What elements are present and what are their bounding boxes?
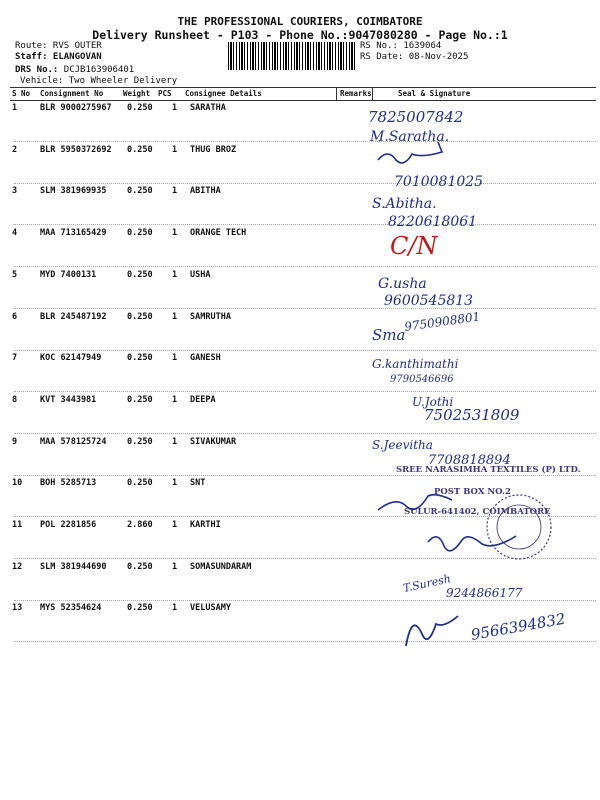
cell-consignment: KOC 62147949	[40, 353, 102, 364]
company-title: THE PROFESSIONAL COURIERS, COIMBATORE	[177, 15, 423, 28]
cell-consignee: SAMRUTHA	[190, 311, 231, 322]
r11-signature	[428, 536, 516, 551]
r1-name: M.Saratha.	[370, 129, 450, 145]
cell-sno: 9	[12, 436, 18, 447]
cell-sno: 7	[12, 353, 18, 364]
r12-name: T.Suresh	[401, 572, 452, 595]
cell-consignment: KVT 3443981	[40, 394, 97, 405]
cell-pcs: 1	[172, 603, 178, 614]
cell-consignee: THUG BROZ	[190, 144, 237, 155]
cell-sno: 12	[12, 561, 23, 572]
r8-phone: 7502531809	[424, 406, 520, 424]
r13-phone: 9566394832	[469, 609, 567, 644]
r3-phone: 8220618061	[388, 214, 478, 230]
r2-signature	[378, 142, 442, 163]
cell-pcs: 1	[172, 186, 178, 197]
runsheet-subtitle: Delivery Runsheet - P103 - Phone No.:9047080280 - Page No.:1	[92, 28, 508, 42]
r3-name: S.Abitha.	[372, 196, 437, 212]
cell-pcs: 1	[172, 394, 178, 405]
cell-consignee: SIVAKUMAR	[190, 436, 237, 447]
r9-phone: 7708818894	[428, 453, 511, 468]
cell-consignment: MAA 713165429	[40, 228, 107, 239]
cell-pcs: 1	[172, 436, 178, 447]
cell-weight: 0.250	[127, 478, 153, 489]
cell-pcs: 1	[172, 144, 178, 155]
cell-weight: 0.250	[127, 144, 153, 155]
cell-pcs: 1	[172, 269, 178, 280]
vehicle-label: Vehicle: Two Wheeler Delivery	[20, 76, 178, 86]
cell-sno: 4	[12, 228, 18, 239]
cell-consignment: BLR 5950372692	[40, 144, 112, 155]
r12-phone: 9244866177	[446, 586, 523, 600]
cell-consignee: ORANGE TECH	[190, 228, 247, 239]
cell-weight: 0.250	[127, 603, 153, 614]
stamp-line2: POST BOX NO.2	[434, 487, 511, 497]
cell-consignment: SLM 381969935	[40, 186, 107, 197]
cell-sno: 2	[12, 144, 18, 155]
cell-consignment: BLR 245487192	[40, 311, 107, 322]
cell-weight: 0.250	[127, 228, 153, 239]
cell-consignee: SARATHA	[190, 103, 226, 113]
col-consignment: Consignment No	[40, 89, 104, 98]
cell-sno: 10	[12, 478, 23, 489]
cell-consignment: BLR 9000275967	[40, 103, 112, 113]
cell-sno: 13	[12, 603, 23, 614]
cell-sno: 11	[12, 520, 23, 530]
cell-consignee: KARTHI	[190, 520, 221, 530]
r7-phone: 9790546696	[390, 374, 454, 385]
cell-sno: 5	[12, 269, 18, 280]
cell-consignee: SOMASUNDARAM	[190, 561, 252, 572]
cell-pcs: 1	[172, 561, 178, 572]
r6-phone: 9750908801	[403, 309, 482, 334]
cell-consignment: MYS 52354624	[40, 603, 102, 614]
cell-pcs: 1	[172, 228, 178, 239]
cell-sno: 3	[12, 186, 18, 197]
rs-number: RS No.: 1639064	[360, 41, 442, 51]
cell-pcs: 1	[172, 311, 178, 322]
col-consignee: Consignee Details	[185, 89, 262, 98]
cell-consignee: ABITHA	[190, 186, 221, 197]
cell-sno: 8	[12, 394, 18, 405]
cell-sno: 1	[12, 103, 18, 113]
cell-consignee: VELUSAMY	[190, 603, 231, 614]
staff-label: Staff: ELANGOVAN	[15, 52, 102, 62]
cell-consignee: DEEPA	[190, 394, 216, 405]
r1-phone: 7825007842	[368, 108, 464, 126]
cell-weight: 2.860	[127, 520, 153, 530]
stamp-line3: SULUR-641402, COIMBATORE	[404, 507, 551, 517]
cell-weight: 0.250	[127, 269, 153, 280]
cell-weight: 0.250	[127, 353, 153, 364]
col-pcs: PCS	[158, 89, 172, 98]
r13-signature	[406, 616, 458, 646]
col-seal-signature: Seal & Signature	[398, 89, 471, 98]
r8-name: U.Jothi	[412, 395, 454, 409]
r5-name: G.usha	[378, 276, 427, 292]
cell-weight: 0.250	[127, 436, 153, 447]
cell-consignment: MAA 578125724	[40, 436, 107, 447]
cell-weight: 0.250	[127, 103, 153, 113]
drs-label: DRS No.:	[15, 65, 64, 75]
cell-sno: 6	[12, 311, 18, 322]
col-remarks: Remarks	[340, 89, 372, 98]
route-label: Route: RVS OUTER	[15, 41, 102, 51]
col-sno: S No	[12, 89, 31, 98]
r4-mark: C/N	[390, 232, 438, 260]
r7-name: G.kanthimathi	[372, 357, 459, 371]
r5-phone: 9600545813	[384, 293, 474, 309]
cell-pcs: 1	[172, 353, 178, 364]
cell-consignee: GANESH	[190, 353, 221, 364]
cell-pcs: 1	[172, 520, 178, 530]
cell-consignment: BOH 5285713	[40, 478, 97, 489]
stamp-line1: SREE NARASIMHA TEXTILES (P) LTD.	[396, 465, 581, 475]
company-stamp	[396, 464, 581, 517]
r6-name: Sma	[372, 326, 406, 344]
cell-consignment: MYD 7400131	[40, 269, 97, 280]
r2-phone: 7010081025	[394, 174, 484, 190]
col-weight: Weight	[123, 89, 151, 98]
cell-consignment: SLM 381944690	[40, 561, 107, 572]
cell-weight: 0.250	[127, 186, 153, 197]
r9-name: S.Jeevitha	[372, 438, 433, 452]
cell-weight: 0.250	[127, 311, 153, 322]
cell-consignee: SNT	[190, 478, 206, 489]
cell-weight: 0.250	[127, 561, 153, 572]
rs-date: RS Date: 08-Nov-2025	[360, 52, 469, 62]
cell-consignee: USHA	[190, 269, 211, 280]
cell-consignment: POL 2281856	[40, 520, 97, 530]
handwriting	[368, 108, 581, 646]
cell-weight: 0.250	[127, 394, 153, 405]
drs-value: DCJB163906401	[63, 65, 135, 75]
cell-pcs: 1	[172, 103, 178, 113]
cell-pcs: 1	[172, 478, 178, 489]
